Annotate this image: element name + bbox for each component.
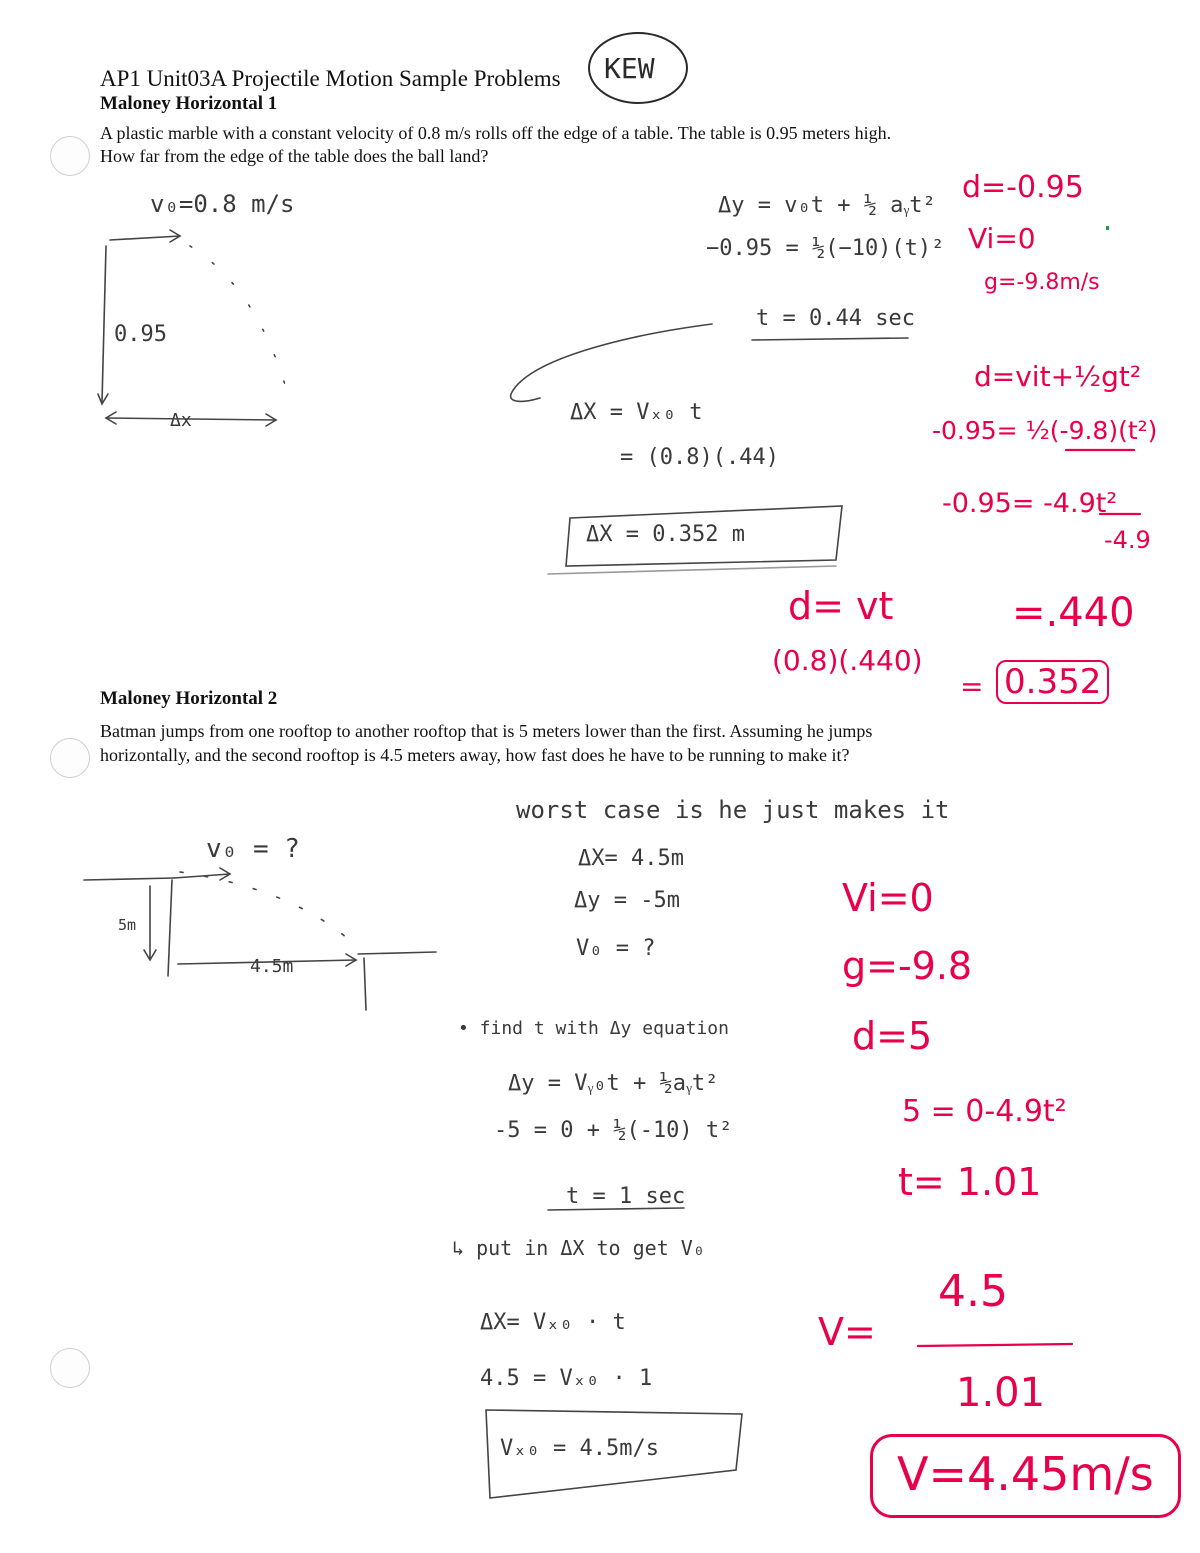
p2-eq1: Δy = Vᵧ₀t + ½aᵧt² — [508, 1071, 719, 1096]
initials-text: KEW — [604, 52, 655, 85]
p2-eq2: -5 = 0 + ½(-10) t² — [494, 1118, 733, 1143]
problem1-question-line2: How far from the edge of the table does the ball land? — [100, 146, 489, 166]
problem2-height-label: 5m — [118, 916, 137, 934]
p2-v0: V₀ = ? — [576, 936, 656, 961]
p1-answer: ΔX = 0.352 m — [586, 522, 745, 547]
p2-eq4: 4.5 = Vₓ₀ · 1 — [480, 1366, 653, 1391]
p2-ink-d: d=5 — [852, 1014, 933, 1058]
page-title: AP1 Unit03A Projectile Motion Sample Problems — [100, 66, 561, 91]
p2-find: • find t with Δy equation — [458, 1018, 729, 1039]
p2-dx: ΔX= 4.5m — [578, 846, 684, 871]
green-dot — [1106, 226, 1109, 230]
p1-ink-answer: 0.352 — [996, 660, 1109, 704]
p1-ink-g: g=-9.8m/s — [984, 270, 1100, 295]
p1-ink-divisor: -4.9 — [1104, 526, 1151, 554]
p2-roof2-wall — [364, 958, 366, 1010]
p2-t-result: t = 1 sec — [566, 1184, 686, 1209]
p1-eq2: −0.95 = ½(−10)(t)² — [706, 236, 945, 261]
p2-dy: Δy = -5m — [574, 888, 680, 913]
p2-ink-denominator: 1.01 — [956, 1370, 1046, 1416]
p2-trajectory — [180, 872, 360, 950]
problem1-question-line1: A plastic marble with a constant velocity of 0.8 m/s rolls off the edge of a table. The table is 0.95 meters high. — [100, 123, 892, 143]
problem2-heading: Maloney Horizontal 2 — [100, 688, 278, 709]
p1-curve-arrow — [511, 324, 712, 401]
p2-roof1-top — [84, 878, 174, 880]
p1-t-underline — [752, 338, 908, 340]
p2-note: worst case is he just makes it — [516, 796, 950, 824]
problem1-height-label: 0.95 — [114, 322, 167, 347]
p2-velocity-arrow — [174, 874, 230, 878]
p1-ink-vi: Vi=0 — [968, 222, 1036, 255]
p2-put: ↳ put in ΔX to get V₀ — [452, 1236, 705, 1260]
p1-eq1: Δy = v₀t + ½ aᵧt² — [718, 193, 936, 218]
p2-ink-vi: Vi=0 — [842, 876, 934, 920]
p1-ink-product: (0.8)(.440) — [772, 644, 923, 677]
problem2-dx-label: 4.5m — [250, 956, 294, 977]
p2-t-underline — [548, 1208, 684, 1210]
p1-t-result: t = 0.44 sec — [756, 306, 915, 331]
p2-answer-box — [486, 1410, 742, 1498]
p2-ink-answer: V=4.45m/s — [870, 1434, 1181, 1518]
p2-eq3: ΔX= Vₓ₀ · t — [480, 1310, 626, 1335]
p1-dx-arrow — [106, 418, 276, 420]
p1-eq3: ΔX = Vₓ₀ t — [570, 400, 703, 425]
p2-roof2-top — [358, 952, 436, 954]
p1-trajectory — [190, 246, 290, 402]
p1-ink-formula: d=vit+½gt² — [974, 360, 1142, 393]
p1-ink-t-val: =.440 — [1012, 590, 1135, 636]
p2-ink-t: t= 1.01 — [898, 1160, 1042, 1204]
p1-velocity-arrow — [110, 236, 180, 240]
p1-ink-d: d=-0.95 — [962, 170, 1084, 205]
p2-ink-numerator: 4.5 — [938, 1266, 1008, 1317]
p1-ink-simplify: -0.95= -4.9t² — [942, 488, 1118, 519]
problem1-v0-label: v₀=0.8 m/s — [150, 190, 295, 218]
problem2-question-line2: horizontally, and the second rooftop is 4.5 meters away, how fast does he have to be running to make it? — [100, 745, 850, 765]
problem1-heading: Maloney Horizontal 1 — [100, 93, 278, 114]
p1-ink-equals: = — [960, 670, 984, 703]
p2-answer: Vₓ₀ = 4.5m/s — [500, 1436, 659, 1461]
p2-fraction-bar — [918, 1344, 1072, 1346]
p1-height-line — [102, 246, 106, 402]
problem2-v0-label: v₀ = ? — [206, 834, 300, 864]
p2-ink-v: V= — [818, 1310, 876, 1354]
p2-ink-g: g=-9.8 — [842, 944, 973, 988]
p1-ink-d-vt: d= vt — [788, 584, 894, 628]
p1-answer-box — [566, 506, 842, 566]
problem1-dx-label: Δx — [170, 410, 192, 431]
p2-ink-eq: 5 = 0-4.9t² — [902, 1094, 1067, 1129]
p1-ink-sub: -0.95= ½(-9.8)(t²) — [932, 416, 1158, 445]
p1-eq4: = (0.8)(.44) — [620, 445, 779, 470]
p2-roof1-wall — [168, 880, 172, 976]
problem2-question-line1: Batman jumps from one rooftop to another rooftop that is 5 meters lower than the first. Assuming he jumps — [100, 721, 873, 741]
p2-dx-arrow — [178, 960, 356, 964]
